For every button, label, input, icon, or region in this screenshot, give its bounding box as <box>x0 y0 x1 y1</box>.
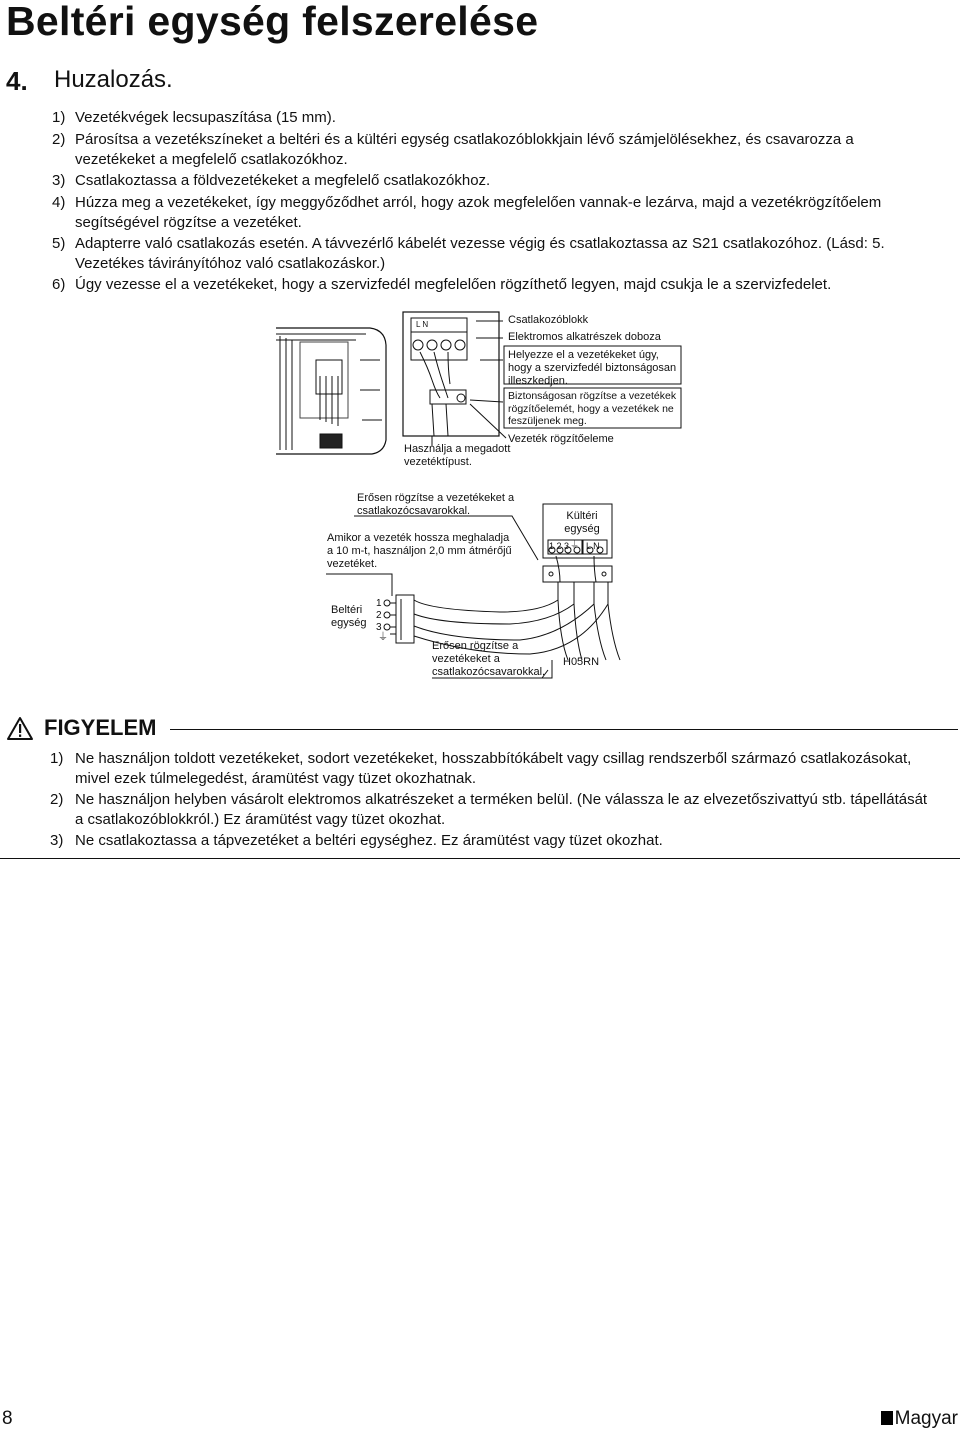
label-outdoor-ln: L N <box>586 541 600 551</box>
warning-title: FIGYELEM <box>44 715 157 740</box>
section-number: 4. <box>6 66 28 96</box>
label-use-wire-type: Használja a megadott vezetéktípust. <box>404 443 511 468</box>
language-marker-icon <box>881 1411 893 1425</box>
warning-rule <box>170 729 958 730</box>
label-electrical-box: Elektromos alkatrészek doboza <box>508 331 661 343</box>
warning-text: Ne használjon helyben vásárolt elektromos alkatrészeket a terméken belül. (Ne válassza le az elvezetőszivattyú stb. tápellátását a csatlakozóblokkról.) Ez áramütést vagy tüzet okozhat. <box>75 791 928 828</box>
label-secure-clamp: Biztonságosan rögzítse a vezetékek rögzítőelemét, hogy a vezetékek ne feszüljenek meg. <box>508 390 677 427</box>
label-place-wires: Helyezze el a vezetékeket úgy, hogy a szervizfedél biztonságosan illeszkedjen. <box>508 349 677 387</box>
section-title: Huzalozás. <box>54 66 173 93</box>
page-number: 8 <box>2 1408 13 1429</box>
label-fix-screws-top: Erősen rögzítse a vezetékeket a csatlakozócsavarokkal. <box>357 492 515 517</box>
warning-item-3 <box>50 831 930 851</box>
label-indoor-terminal-1: 1 <box>376 598 382 609</box>
step-number: 5) <box>52 235 66 252</box>
label-outdoor-unit: Kültéri egység <box>564 510 600 535</box>
step-text: Húzza meg a vezetékeket, így meggyőződhet arról, hogy azok megfelelően vannak-e lezárva, majd a vezetékrögzítőelem segítségével rögzítse a vezetéket. <box>75 194 882 231</box>
warning-item-1 <box>50 749 930 789</box>
warning-item-2 <box>50 790 930 830</box>
label-terminal-block: Csatlakozóblokk <box>508 314 589 326</box>
warning-number: 3) <box>50 832 64 849</box>
step-text: Csatlakoztassa a földvezetékeket a megfelelő csatlakozókhoz. <box>75 172 491 189</box>
label-wire-clamp: Vezeték rögzítőeleme <box>508 433 614 445</box>
step-number: 3) <box>52 172 66 189</box>
step-number: 6) <box>52 276 66 293</box>
step-number: 4) <box>52 194 66 211</box>
step-number: 2) <box>52 131 66 148</box>
step-text: Párosítsa a vezetékszíneket a beltéri és a kültéri egység csatlakozóblokkjain lévő számjelölésekhez, és csavarozza a vezetékeket a megfelelő csatlakozókhoz. <box>75 131 854 168</box>
label-fix-screws-bottom: Erősen rögzítse a vezetékeket a csatlakozócsavarokkal. <box>432 640 546 678</box>
step-text: Vezetékvégek lecsupaszítása (15 mm). <box>75 109 336 126</box>
language-label <box>881 1408 958 1430</box>
language-text: Magyar <box>894 1408 958 1429</box>
label-indoor-unit: Beltéri egység <box>331 604 367 629</box>
svg-text:⏚: ⏚ <box>570 540 580 550</box>
warning-bottom-rule <box>0 858 960 859</box>
label-indoor-terminal-3: 3 <box>376 622 382 633</box>
warning-icon <box>6 716 34 741</box>
warning-number: 2) <box>50 791 64 808</box>
wiring-figure-drawing <box>0 0 960 700</box>
svg-text:⏚: ⏚ <box>378 632 388 643</box>
warning-text: Ne csatlakoztassa a tápvezetéket a beltéri egységhez. Ez áramütést vagy tüzet okozhat. <box>75 832 663 849</box>
label-cable-type: H05RN <box>563 656 600 668</box>
warning-text: Ne használjon toldott vezetékeket, sodort vezetékeket, hosszabbítókábelt vagy csillag rendszerből származó csatlakozásokat, mivel ezek túlmelegedést, áramütést vagy tüzet okozhatnak. <box>75 750 912 787</box>
step-text: Úgy vezesse el a vezetékeket, hogy a szervizfedél megfelelően rögzíthető legyen, majd csukja le a szervizfedelet. <box>75 276 832 293</box>
label-outdoor-terminals: 1 2 3 <box>549 541 570 551</box>
step-text: Adapterre való csatlakozás esetén. A távvezérlő kábelét vezesse végig és csatlakoztassa az S21 csatlakozóhoz. (Lásd: 5. Vezetékes távirányítóhoz való csatlakozáskor.) <box>75 235 885 272</box>
page-title: Beltéri egység felszerelése <box>6 0 539 44</box>
label-indoor-terminal-2: 2 <box>376 610 382 621</box>
label-long-wire: Amikor a vezeték hossza meghaladja a 10 m-t, használjon 2,0 mm átmérőjű vezetéket. <box>327 532 512 570</box>
step-number: 1) <box>52 109 66 126</box>
svg-text:L N: L N <box>416 320 429 329</box>
warning-number: 1) <box>50 750 64 767</box>
